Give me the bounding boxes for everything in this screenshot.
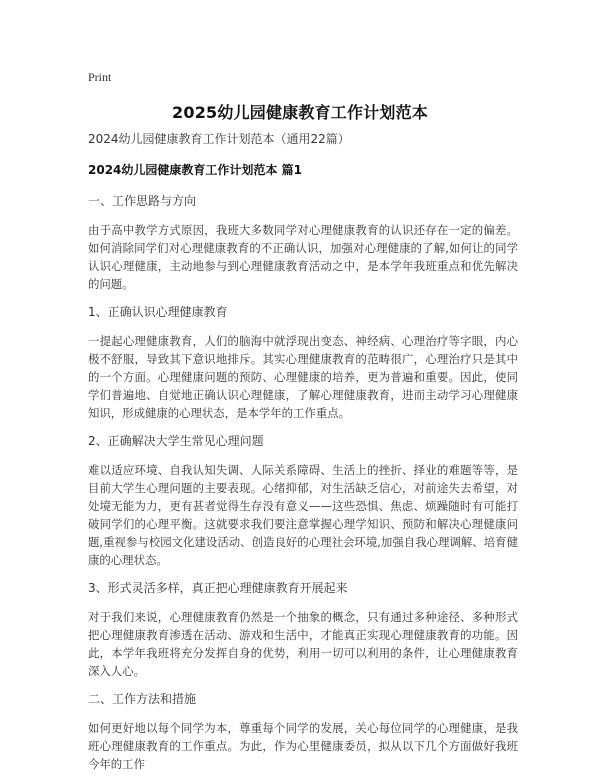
print-link[interactable]: Print	[88, 70, 112, 84]
heading-common-problems: 2、正确解决大学生常见心理问题	[88, 434, 264, 448]
heading-work-direction: 一、工作思路与方向	[88, 194, 197, 208]
paragraph-methods-measures: 如何更好地以每个同学为本，尊重每个同学的发展，关心每位同学的心理健康，是我班心理健康教育的工作重点。为此，作为心里健康委员，拟从以下几个方面做好我班今年的工作	[88, 721, 518, 771]
document-subtitle: 2024幼儿园健康教育工作计划范本（通用22篇）	[88, 132, 350, 146]
paragraph-common-problems: 难以适应环境、自我认知失调、人际关系障碍、生活上的挫折、择业的难题等等，是目前大学生心理问题的主要表现。心绪抑郁，对生活缺乏信心，对前途失去希望，对处境无能为力，更有甚者觉得生存没有意义——这些恐惧、焦虑、烦躁随时有可能打破同学们的心理平衡。这就要求我们要注意掌握心理学知识、预防和解决心理健康问题,重视参与校园文化建设活动、创造良好的心理社会环境,加强自我心理调解、培育健康的心理状态。	[88, 463, 518, 567]
paragraph-work-direction: 由于高中教学方式原因，我班大多数同学对心理健康教育的认识还存在一定的偏差。如何消除同学们对心理健康教育的不正确认识，加强对心理健康的了解,如何让的同学认识心理健康，主动地参与到心理健康教育活动之中，是本学年我班重点和优先解决的问题。	[88, 223, 518, 291]
heading-methods-measures: 二、工作方法和措施	[88, 692, 197, 706]
heading-correct-understanding: 1、正确认识心理健康教育	[88, 305, 228, 319]
section-title: 2024幼儿园健康教育工作计划范本 篇1	[88, 163, 302, 177]
paragraph-correct-understanding: 一提起心理健康教育，人们的脑海中就浮现出变态、神经病、心理治疗等字眼，内心极不舒服，导致其下意识地排斥。其实心理健康教育的范畴很广，心理治疗只是其中的一个方面。心理健康问题的预防、心理健康的培养，更为普遍和重要。因此，使同学们普遍地、自觉地正确认识心理健康，了解心理健康教育，进而主动学习心理健康知识，形成健康的心理状态，是本学年的工作重点。	[88, 334, 518, 420]
page-title: 2025幼儿园健康教育工作计划范本	[172, 103, 428, 122]
heading-flexible-forms: 3、形式灵活多样，真正把心理健康教育开展起来	[88, 581, 348, 595]
paragraph-flexible-forms: 对于我们来说，心理健康教育仍然是一个抽象的概念，只有通过多种途径、多种形式把心理健康教育渗透在活动、游戏和生活中，才能真正实现心理健康教育的功能。因此，本学年我班将充分发挥自身的优势，利用一切可以利用的条件，让心理健康教育深入人心。	[88, 610, 518, 678]
document-body	[88, 130, 518, 783]
